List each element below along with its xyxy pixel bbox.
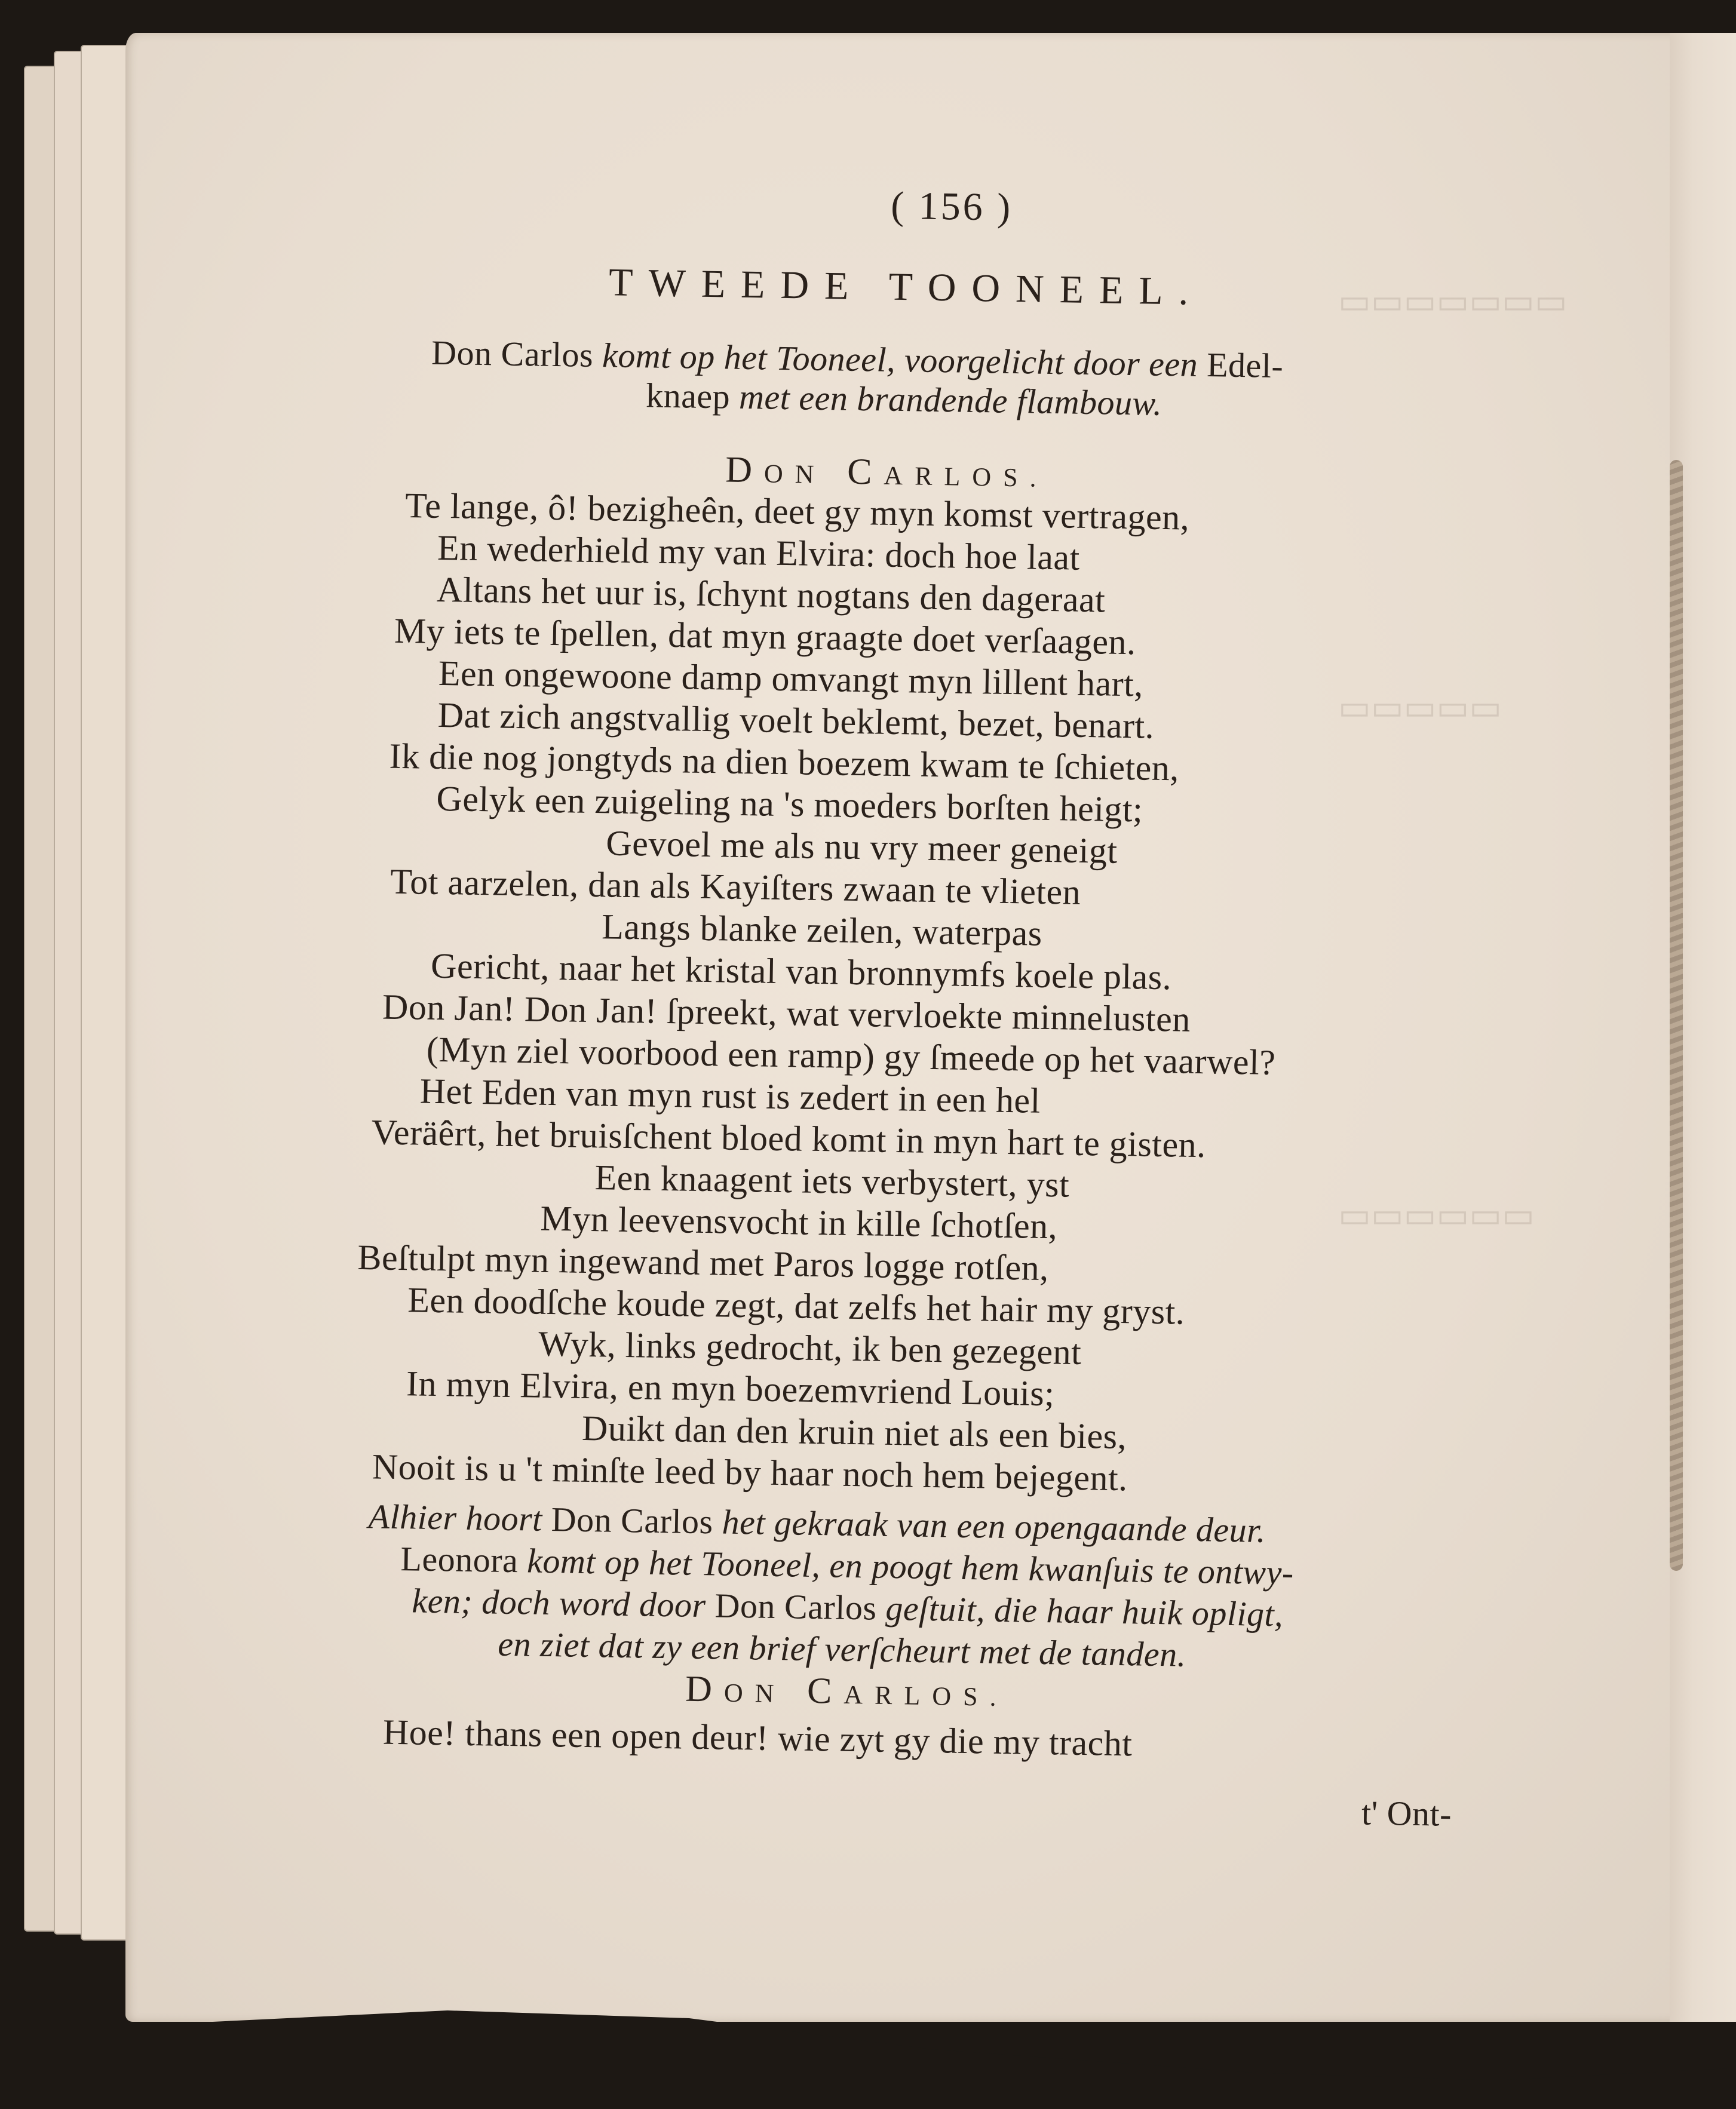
speaker-rest: ON xyxy=(763,459,826,490)
verse-line: Langs blanke zeilen, waterpas xyxy=(601,907,1043,953)
verse-line: (Myn ziel voorbood een ramp) gy ſmeede op het vaarwel? xyxy=(426,1029,1276,1082)
character-name: Don Carlos xyxy=(551,1500,714,1542)
direction-text: ken; doch word door xyxy=(411,1581,707,1625)
verse-line: Gelyk een zuigeling na 's moeders borſten heigt; xyxy=(436,778,1143,830)
verse-line: Tot aarzelen, dan als Kayiſters zwaan te vlieten xyxy=(389,861,1081,912)
verse-line: Altans het uur is, ſchynt nogtans den dageraat xyxy=(436,569,1106,620)
verse-line: Myn leevensvocht in kille ſchotſen, xyxy=(540,1198,1058,1247)
speaker-initial: D xyxy=(725,449,765,491)
catchword: t' Ont- xyxy=(1361,1793,1452,1834)
verse-line: En wederhield my van Elvira: doch hoe laat xyxy=(437,527,1081,578)
stage-direction-opening-line-1 xyxy=(431,333,1284,386)
verse-line: Wyk, links gedrocht, ik ben gezegent xyxy=(538,1324,1082,1372)
page-number: ( 156 ) xyxy=(890,183,1013,229)
direction-text: en ziet dat zy een brief verſcheurt met de tanden. xyxy=(497,1624,1187,1674)
speaker-rest: ARLOS. xyxy=(843,1680,1008,1712)
speaker-heading xyxy=(685,1669,1009,1717)
stage-direction-line xyxy=(498,1625,1186,1675)
verse-line: Nooit is u 't minſte leed by haar noch hem bejegent. xyxy=(372,1447,1128,1499)
speaker-initial: D xyxy=(685,1668,725,1710)
scene-title: TWEEDE TOONEEL. xyxy=(608,260,1204,314)
stage-direction-opening-line-2 xyxy=(646,376,1163,423)
verse-line: Ik die nog jongtyds na dien boezem kwam te ſchieten, xyxy=(389,736,1180,788)
verse-line: Een ongewoone damp omvangt myn lillent hart, xyxy=(438,653,1144,704)
verse-line: Het Eden van myn rust is zedert in een hel xyxy=(419,1071,1041,1120)
speaker-rest: ON xyxy=(723,1678,786,1709)
verse-line: Een doodſche koude zegt, dat zelfs het hair my gryst. xyxy=(407,1280,1185,1332)
direction-text: knaep xyxy=(645,376,731,416)
direction-text: geſtuit, die haar huik opligt, xyxy=(885,1588,1284,1634)
direction-text: Edel- xyxy=(1206,345,1284,386)
verse-line: Gevoel me als nu vry meer geneigt xyxy=(605,823,1118,871)
verse-line: Dat zich angstvallig voelt beklemt, bezet, benart. xyxy=(437,695,1155,746)
character-name: Don Carlos xyxy=(431,333,594,374)
verse-line: Gericht, naar het kristal van bronnymfs koele plas. xyxy=(430,945,1172,997)
speaker-initial: C xyxy=(846,451,885,493)
speaker-initial: C xyxy=(806,1670,844,1712)
direction-text: komt op het Tooneel, en poogt hem kwanſuis te ontwy- xyxy=(526,1541,1295,1592)
direction-text: komt op het Tooneel, voorgelicht door een xyxy=(602,336,1198,384)
verse-line: Een knaagent iets verbystert, yst xyxy=(594,1158,1070,1205)
verse-line: Te lange, ô! bezigheên, deet gy myn komst vertragen, xyxy=(404,485,1190,538)
character-name: Don Carlos xyxy=(714,1586,877,1628)
direction-text: met een brandende flambouw. xyxy=(738,377,1163,423)
verse-line: In myn Elvira, en myn boezemvriend Louis; xyxy=(406,1364,1055,1414)
verse-line: Beſtulpt myn ingewand met Paros logge rotſen, xyxy=(357,1237,1050,1288)
verse-line: Hoe! thans een open deur! wie zyt gy die my tracht xyxy=(382,1712,1133,1764)
verse-line: Veräêrt, het bruisſchent bloed komt in myn hart te gisten. xyxy=(371,1112,1207,1165)
verse-line: My iets te ſpellen, dat myn graagte doet verſaagen. xyxy=(394,610,1137,662)
character-name: Leonora xyxy=(400,1539,519,1580)
verse-line: Don Jan! Don Jan! ſpreekt, wat vervloekte minnelusten xyxy=(382,987,1191,1039)
verse-line: Duikt dan den kruin niet als een bies, xyxy=(581,1408,1127,1457)
direction-text: Alhier hoort xyxy=(368,1497,543,1539)
speaker-rest: ARLOS. xyxy=(884,461,1048,493)
direction-text: het gekraak van een opengaande deur. xyxy=(722,1502,1266,1550)
